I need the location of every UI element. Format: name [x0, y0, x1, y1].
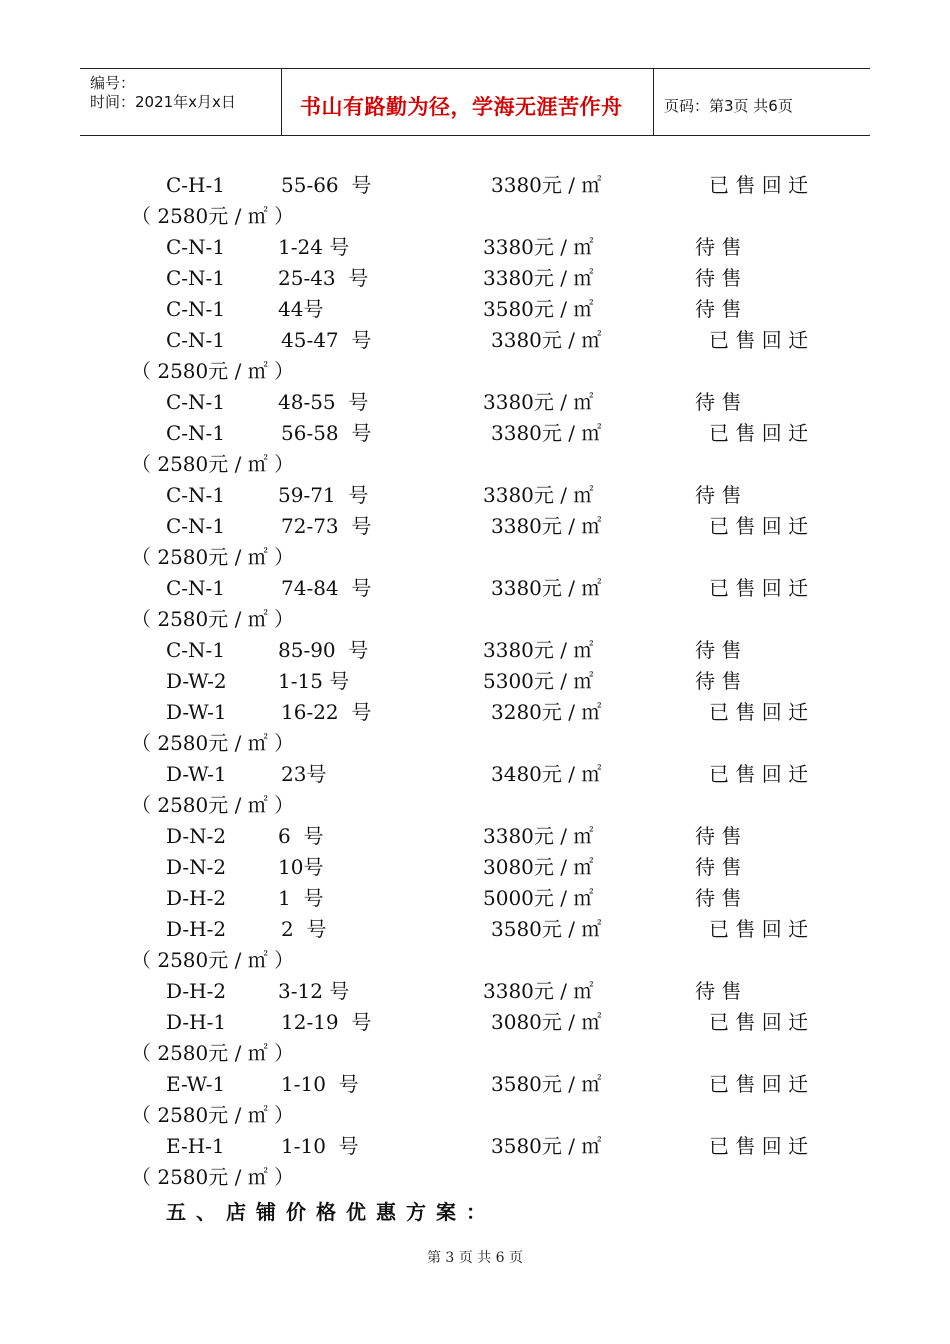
unit-code: C-N-1: [166, 576, 226, 600]
sale-status: 待 售: [695, 824, 742, 848]
sale-status: 待 售: [695, 886, 742, 910]
sale-status: 已 售 回 迁: [709, 421, 809, 445]
section-heading: 五、店铺价格优惠方案：: [166, 1200, 496, 1224]
unit-code: D-W-1: [166, 762, 227, 786]
unit-code: C-N-1: [166, 266, 226, 290]
unit-number: 1-15 号: [278, 669, 350, 693]
unit-price: 3580元 / ㎡: [483, 297, 594, 321]
unit-price: 3380元 / ㎡: [491, 421, 602, 445]
unit-code: D-N-2: [166, 824, 227, 848]
sale-status: 待 售: [695, 483, 742, 507]
unit-number: 23号: [281, 762, 327, 786]
unit-number: 85-90 号: [278, 638, 369, 662]
sale-status: 已 售 回 迁: [709, 1072, 809, 1096]
resettlement-price-note: （ 2580元 / ㎡ ）: [131, 731, 295, 755]
unit-number: 2 号: [281, 917, 327, 941]
page-footer: 第 3 页 共 6 页: [426, 1250, 524, 1266]
unit-code: C-N-1: [166, 297, 226, 321]
sale-status: 已 售 回 迁: [709, 1134, 809, 1158]
unit-price: 3380元 / ㎡: [491, 173, 602, 197]
unit-price: 3080元 / ㎡: [491, 1010, 602, 1034]
header-motto-cell: [282, 69, 654, 135]
unit-price: 3380元 / ㎡: [483, 235, 594, 259]
unit-price: 3380元 / ㎡: [483, 824, 594, 848]
unit-price: 3480元 / ㎡: [491, 762, 602, 786]
sale-status: 待 售: [695, 390, 742, 414]
sale-status: 已 售 回 迁: [709, 700, 809, 724]
page-number-label: 页码：第3页 共6页: [664, 97, 793, 115]
unit-code: C-N-1: [166, 235, 226, 259]
unit-price: 3380元 / ㎡: [483, 266, 594, 290]
unit-price: 3380元 / ㎡: [491, 328, 602, 352]
page-header: [80, 68, 870, 136]
unit-number: 3-12 号: [278, 979, 350, 1003]
unit-number: 59-71 号: [278, 483, 369, 507]
resettlement-price-note: （ 2580元 / ㎡ ）: [131, 607, 295, 631]
sale-status: 待 售: [695, 638, 742, 662]
resettlement-price-note: （ 2580元 / ㎡ ）: [131, 545, 295, 569]
unit-code: C-N-1: [166, 328, 226, 352]
unit-number: 1-10 号: [281, 1134, 359, 1158]
unit-price: 5000元 / ㎡: [483, 886, 594, 910]
resettlement-price-note: （ 2580元 / ㎡ ）: [131, 452, 295, 476]
unit-price: 3280元 / ㎡: [491, 700, 602, 724]
resettlement-price-note: （ 2580元 / ㎡ ）: [131, 948, 295, 972]
sale-status: 已 售 回 迁: [709, 576, 809, 600]
unit-number: 12-19 号: [281, 1010, 372, 1034]
unit-code: D-H-2: [166, 979, 227, 1003]
unit-code: E-H-1: [166, 1134, 225, 1158]
unit-number: 25-43 号: [278, 266, 369, 290]
time-label: 时间：2021年x月x日: [90, 93, 236, 111]
unit-price: 3380元 / ㎡: [491, 514, 602, 538]
resettlement-price-note: （ 2580元 / ㎡ ）: [131, 1165, 295, 1189]
resettlement-price-note: （ 2580元 / ㎡ ）: [131, 1103, 295, 1127]
sale-status: 已 售 回 迁: [709, 917, 809, 941]
resettlement-price-note: （ 2580元 / ㎡ ）: [131, 793, 295, 817]
unit-number: 55-66 号: [281, 173, 372, 197]
unit-code: C-N-1: [166, 421, 226, 445]
sale-status: 已 售 回 迁: [709, 173, 809, 197]
motto-text: 书山有路勤为径，学海无涯苦作舟: [300, 95, 623, 119]
unit-code: C-N-1: [166, 390, 226, 414]
unit-code: D-W-1: [166, 700, 227, 724]
sale-status: 待 售: [695, 669, 742, 693]
unit-number: 45-47 号: [281, 328, 372, 352]
header-info-cell: [80, 69, 282, 135]
sale-status: 待 售: [695, 297, 742, 321]
unit-price: 3580元 / ㎡: [491, 1134, 602, 1158]
unit-number: 44号: [278, 297, 324, 321]
sale-status: 已 售 回 迁: [709, 328, 809, 352]
unit-code: C-N-1: [166, 483, 226, 507]
unit-number: 16-22 号: [281, 700, 372, 724]
sale-status: 已 售 回 迁: [709, 1010, 809, 1034]
unit-code: C-N-1: [166, 638, 226, 662]
serial-label: 编号：: [90, 74, 136, 92]
unit-number: 48-55 号: [278, 390, 369, 414]
unit-number: 1-10 号: [281, 1072, 359, 1096]
sale-status: 待 售: [695, 979, 742, 1003]
unit-number: 74-84 号: [281, 576, 372, 600]
unit-number: 72-73 号: [281, 514, 372, 538]
unit-price: 3580元 / ㎡: [491, 1072, 602, 1096]
unit-number: 1 号: [278, 886, 324, 910]
sale-status: 待 售: [695, 855, 742, 879]
unit-number: 1-24 号: [278, 235, 350, 259]
unit-number: 10号: [278, 855, 324, 879]
unit-code: C-N-1: [166, 514, 226, 538]
resettlement-price-note: （ 2580元 / ㎡ ）: [131, 1041, 295, 1065]
unit-price: 3380元 / ㎡: [491, 576, 602, 600]
unit-code: D-H-1: [166, 1010, 227, 1034]
unit-price: 3580元 / ㎡: [491, 917, 602, 941]
unit-price: 3380元 / ㎡: [483, 638, 594, 662]
sale-status: 已 售 回 迁: [709, 514, 809, 538]
unit-code: D-H-2: [166, 886, 227, 910]
unit-code: C-H-1: [166, 173, 225, 197]
unit-price: 3380元 / ㎡: [483, 390, 594, 414]
unit-code: D-N-2: [166, 855, 227, 879]
sale-status: 待 售: [695, 235, 742, 259]
unit-code: D-H-2: [166, 917, 227, 941]
sale-status: 已 售 回 迁: [709, 762, 809, 786]
unit-number: 56-58 号: [281, 421, 372, 445]
unit-code: D-W-2: [166, 669, 227, 693]
resettlement-price-note: （ 2580元 / ㎡ ）: [131, 204, 295, 228]
unit-price: 3080元 / ㎡: [483, 855, 594, 879]
unit-code: E-W-1: [166, 1072, 226, 1096]
sale-status: 待 售: [695, 266, 742, 290]
unit-price: 3380元 / ㎡: [483, 483, 594, 507]
unit-number: 6 号: [278, 824, 324, 848]
header-page-cell: [654, 69, 870, 135]
resettlement-price-note: （ 2580元 / ㎡ ）: [131, 359, 295, 383]
unit-price: 3380元 / ㎡: [483, 979, 594, 1003]
unit-price: 5300元 / ㎡: [483, 669, 594, 693]
